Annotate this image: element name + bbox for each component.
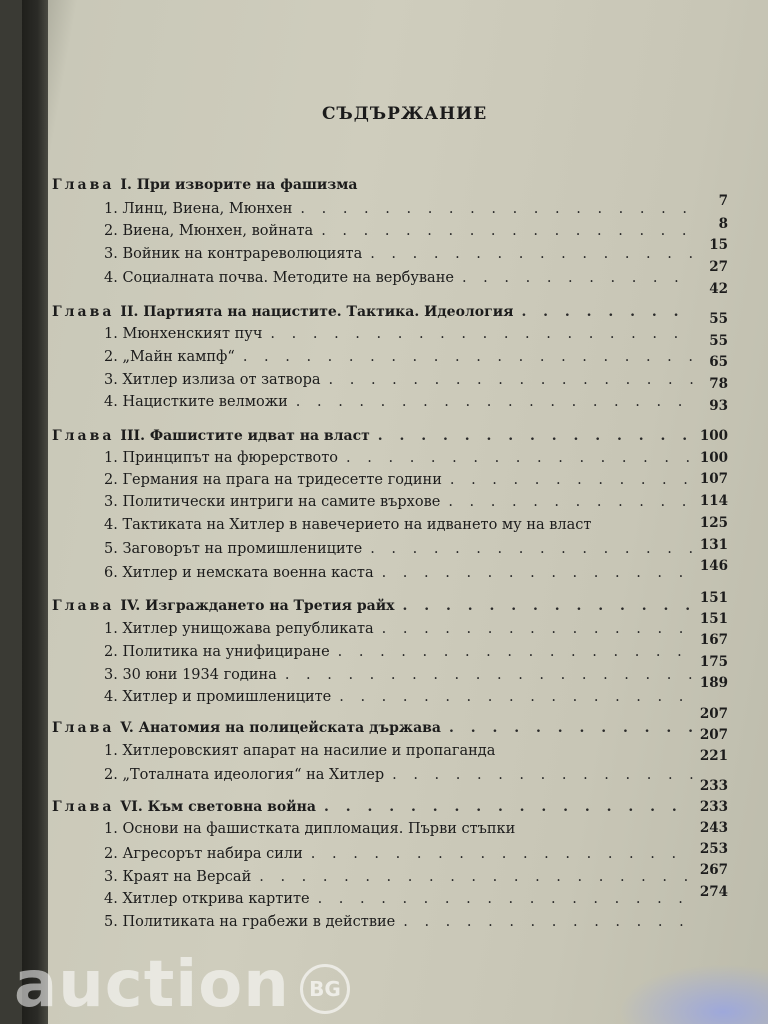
- toc-entry: [104, 743, 694, 759]
- chapter-title: III. Фашистите идват на власт: [120, 428, 370, 444]
- dot-leader: [370, 428, 692, 444]
- dot-leader: [330, 644, 694, 660]
- dot-leader: [235, 349, 694, 365]
- entry-title: 3. Войник на контрареволюцията: [104, 246, 363, 262]
- chapter-prefix: Глава: [52, 428, 115, 444]
- dot-leader: [321, 372, 694, 388]
- chapter-title: IV. Изграждането на Третия райх: [120, 598, 395, 614]
- entry-title: 1. Линц, Виена, Мюнхен: [104, 201, 293, 217]
- page-number: 233: [699, 778, 728, 794]
- toc-entry: [104, 223, 694, 239]
- page-number: 100: [699, 428, 728, 444]
- toc-entry: [104, 821, 694, 837]
- dot-leader: [331, 689, 694, 705]
- page-number: 27: [709, 259, 728, 275]
- chapter-title: V. Анатомия на полицейската държава: [120, 720, 441, 736]
- toc-entry: [104, 246, 694, 262]
- toc-entry: [104, 326, 694, 342]
- page-number: 93: [709, 398, 728, 414]
- page-number: 65: [709, 354, 728, 370]
- toc-entry: [104, 450, 694, 466]
- page-number: 8: [718, 216, 728, 232]
- entry-title: 1. Основи на фашистката дипломация. Първи стъпки: [104, 821, 516, 837]
- book-page: [22, 0, 768, 1024]
- dot-leader: [374, 565, 694, 581]
- page-number: 267: [699, 862, 728, 878]
- dot-leader: [251, 869, 694, 885]
- page-number: 151: [699, 590, 728, 606]
- entry-title: 2. Германия на прага на тридесетте години: [104, 472, 442, 488]
- toc-entry: [104, 689, 694, 705]
- toc-entry: [104, 621, 694, 637]
- page-number: 7: [718, 193, 728, 209]
- entry-title: 4. Хитлер и промишлениците: [104, 689, 332, 705]
- dot-leader: [441, 720, 692, 736]
- dot-leader: [262, 326, 694, 342]
- chapter-prefix: Глава: [52, 304, 115, 320]
- dot-leader: [362, 541, 694, 557]
- dot-leader: [442, 472, 694, 488]
- page-number: 78: [709, 376, 728, 392]
- entry-title: 1. Принципът на фюрерството: [104, 450, 339, 466]
- dot-leader: [395, 914, 694, 930]
- dot-leader: [292, 201, 694, 217]
- entry-title: 5. Заговорът на промишлениците: [104, 541, 363, 557]
- chapter-prefix: Глава: [52, 177, 115, 193]
- chapter-title: I. При изворите на фашизма: [120, 177, 358, 193]
- page-number: 146: [699, 558, 728, 574]
- toc-entry: [104, 914, 694, 930]
- entry-title: 2. „Тоталната идеология“ на Хитлер: [104, 767, 385, 783]
- dot-leader: [316, 799, 692, 815]
- toc-entry: [104, 541, 694, 557]
- entry-title: 4. Тактиката на Хитлер в навечерието на идването му на власт: [104, 517, 592, 533]
- entry-title: 3. 30 юни 1934 година: [104, 667, 277, 683]
- page-title: СЪДЪРЖАНИЕ: [322, 104, 488, 124]
- chapter-heading: [52, 799, 692, 815]
- chapter-prefix: Глава: [52, 799, 115, 815]
- dot-leader: [303, 846, 694, 862]
- toc-entry: [104, 644, 694, 660]
- chapter-heading: [52, 304, 692, 320]
- dot-leader: [384, 767, 694, 783]
- page-number: 151: [699, 611, 728, 627]
- page-number: 274: [699, 884, 728, 900]
- watermark-badge: BG: [300, 964, 350, 1014]
- entry-title: 3. Хитлер излиза от затвора: [104, 372, 321, 388]
- chapter-heading: [52, 720, 692, 736]
- dot-leader: [338, 450, 694, 466]
- entry-title: 2. Виена, Мюнхен, войната: [104, 223, 314, 239]
- page-number: 114: [699, 493, 728, 509]
- entry-title: 5. Политиката на грабежи в действие: [104, 914, 396, 930]
- page-number: 107: [699, 471, 728, 487]
- entry-title: 4. Хитлер открива картите: [104, 891, 310, 907]
- toc-entry: [104, 270, 694, 286]
- page-number: 15: [709, 237, 728, 253]
- chapter-title: II. Партията на нацистите. Тактика. Идеология: [120, 304, 514, 320]
- toc-entry: [104, 472, 694, 488]
- dot-leader: [395, 598, 693, 614]
- toc-entry: [104, 372, 694, 388]
- chapter-title: VI. Към световна война: [120, 799, 316, 815]
- chapter-prefix: Глава: [52, 598, 115, 614]
- entry-title: 3. Краят на Версай: [104, 869, 252, 885]
- dot-leader: [362, 246, 694, 262]
- dot-leader: [277, 667, 694, 683]
- entry-title: 2. „Майн кампф“: [104, 349, 235, 365]
- light-glare: [618, 964, 768, 1024]
- entry-title: 1. Хитлер унищожава републиката: [104, 621, 374, 637]
- page-number: 207: [699, 727, 728, 743]
- toc-entry: [104, 494, 694, 510]
- page-number: 221: [699, 748, 728, 764]
- entry-title: 6. Хитлер и немската военна каста: [104, 565, 374, 581]
- chapter-prefix: Глава: [52, 720, 115, 736]
- dot-leader: [374, 621, 694, 637]
- page-number: 175: [699, 654, 728, 670]
- toc-entry: [104, 767, 694, 783]
- entry-title: 2. Политика на унифициране: [104, 644, 330, 660]
- page-number: 167: [699, 632, 728, 648]
- toc-entry: [104, 846, 694, 862]
- page-number: 125: [699, 515, 728, 531]
- entry-title: 4. Социалната почва. Методите на вербуване: [104, 270, 454, 286]
- dot-leader: [454, 270, 694, 286]
- toc-entry: [104, 891, 694, 907]
- chapter-heading: [52, 598, 692, 614]
- toc-entry: [104, 565, 694, 581]
- page-number: 42: [709, 281, 728, 297]
- page-number: 189: [699, 675, 728, 691]
- page-number: 131: [699, 537, 728, 553]
- dot-leader: [513, 304, 692, 320]
- page-number: 207: [699, 706, 728, 722]
- watermark-logo: auction: [14, 948, 290, 1022]
- entry-title: 1. Хитлеровският апарат на насилие и пропаганда: [104, 743, 496, 759]
- page-number: 243: [699, 820, 728, 836]
- page-number: 55: [709, 333, 728, 349]
- chapter-heading: [52, 177, 432, 193]
- chapter-heading: [52, 428, 692, 444]
- entry-title: 2. Агресорът набира сили: [104, 846, 303, 862]
- page-number: 100: [699, 450, 728, 466]
- toc-entry: [104, 394, 694, 410]
- page-number: 253: [699, 841, 728, 857]
- toc-entry: [104, 201, 694, 217]
- page-number: 233: [699, 799, 728, 815]
- toc-entry: [104, 349, 694, 365]
- page-number: 55: [709, 311, 728, 327]
- dot-leader: [440, 494, 694, 510]
- entry-title: 1. Мюнхенският пуч: [104, 326, 263, 342]
- toc-entry: [104, 869, 694, 885]
- toc-entry: [104, 517, 694, 533]
- toc-entry: [104, 667, 694, 683]
- entry-title: 3. Политически интриги на самите върхове: [104, 494, 441, 510]
- table-of-contents: [22, 0, 768, 1024]
- entry-title: 4. Нацистките велможи: [104, 394, 288, 410]
- dot-leader: [310, 891, 694, 907]
- dot-leader: [288, 394, 694, 410]
- dot-leader: [313, 223, 694, 239]
